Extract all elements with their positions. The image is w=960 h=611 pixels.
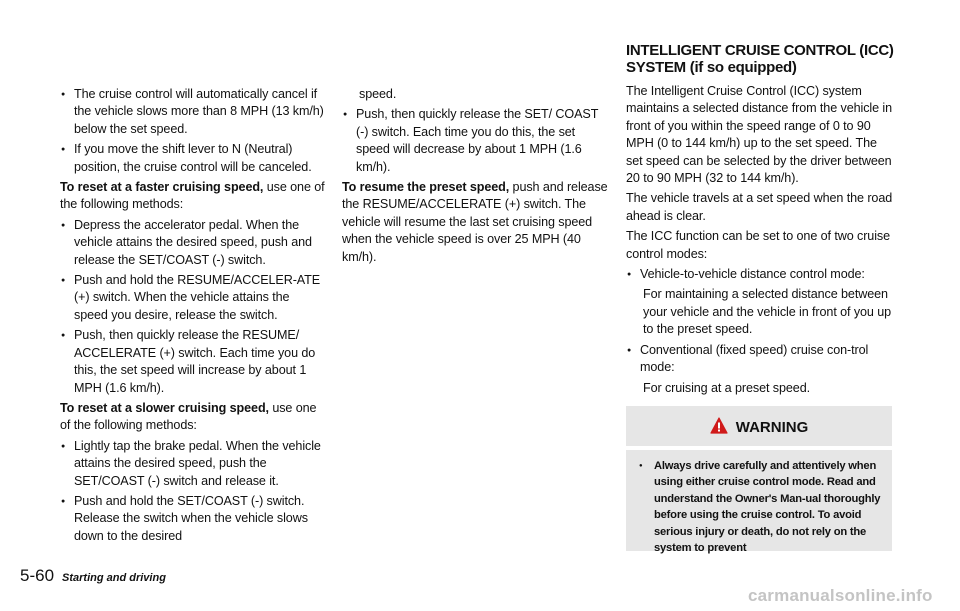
paragraph: The Intelligent Cruise Control (ICC) system maintains a selected distance from the vehicle in front of you within the speed range of 0 to 90 MPH (0 to 144 km/h) up to the set speed. The set speed can be selected by the driver between 20 to 90 MPH (32 to 144 km/h). bbox=[626, 84, 893, 186]
list-item: ● Push, then quickly release the SET/ COAST (-) switch. Each time you do this, the set speed will decrease by about 1 MPH (1.6 km/h). bbox=[342, 106, 608, 176]
page-footer bbox=[20, 566, 166, 586]
column-1 bbox=[60, 86, 326, 545]
section-label: Starting and driving bbox=[62, 572, 166, 584]
warning-heading bbox=[626, 417, 892, 438]
paragraph: To reset at a slower cruising speed, use one of the following methods: bbox=[60, 400, 317, 433]
list-item: ● Push and hold the RESUME/ACCELER-ATE (+) switch. When the vehicle attains the speed you desire, release the switch. bbox=[60, 272, 326, 324]
list-item: ● The cruise control will automatically cancel if the vehicle slows more than 8 MPH (13 km/h) below the set speed. bbox=[60, 86, 326, 138]
warning-heading-text: WARNING bbox=[735, 419, 809, 436]
paragraph: To reset at a faster cruising speed, use one of the following methods: bbox=[60, 180, 325, 212]
mode-description: For maintaining a selected distance between your vehicle and the vehicle in front of you up to the preset speed. bbox=[643, 287, 892, 337]
list-item: ● Push, then quickly release the RESUME/ ACCELERATE (+) switch. Each time you do this, the set speed will increase by about 1 MPH (1.6 km/h). bbox=[60, 327, 326, 397]
list-item: ● Depress the accelerator pedal. When the vehicle attains the desired speed, push and release the SET/COAST (-) switch. bbox=[60, 217, 326, 269]
page-number: 5-60 bbox=[20, 566, 55, 585]
list-item: ● Lightly tap the brake pedal. When the vehicle attains the desired speed, push the SET/COAST (-) switch and release it. bbox=[60, 438, 326, 490]
divider bbox=[626, 446, 892, 450]
list-item: ● If you move the shift lever to N (Neutral) position, the cruise control will be canceled. bbox=[60, 141, 326, 176]
paragraph: To resume the preset speed, push and release the RESUME/ACCELERATE (+) switch. The vehicle will resume the last set cruising speed when the vehicle speed is over 25 MPH (40 km/h). bbox=[342, 180, 608, 264]
run-in-heading: To reset at a slower cruising speed, bbox=[60, 400, 269, 415]
warning-triangle-icon bbox=[710, 417, 728, 434]
run-in-heading: To reset at a faster cruising speed, bbox=[60, 180, 264, 195]
list-item: ● Conventional (fixed speed) cruise con-trol mode: bbox=[626, 342, 894, 377]
list-item: ● Always drive carefully and attentively when using either cruise control mode. Read and understand the Owner's Man-ual thoroughly before using the cruise control. To avoid serious injury or death, do not rely on the system to prevent bbox=[638, 458, 886, 556]
watermark: carmanualsonline.info bbox=[748, 586, 933, 605]
column-3 bbox=[626, 83, 894, 397]
warning-text bbox=[638, 458, 886, 556]
run-in-heading: To resume the preset speed, bbox=[342, 180, 510, 195]
mode-description: For cruising at a preset speed. bbox=[643, 380, 811, 395]
column-2 bbox=[342, 86, 608, 266]
paragraph: The ICC function can be set to one of two cruise control modes: bbox=[626, 229, 891, 261]
warning-box bbox=[626, 406, 892, 555]
continued-text: speed. bbox=[359, 87, 397, 101]
section-title: INTELLIGENT CRUISE CONTROL (ICC) SYSTEM (if so equipped) bbox=[626, 42, 894, 76]
list-item: ● Vehicle-to-vehicle distance control mode: bbox=[626, 266, 894, 283]
paragraph: The vehicle travels at a set speed when the road ahead is clear. bbox=[626, 191, 893, 223]
list-item: ● Push and hold the SET/COAST (-) switch. Release the switch when the vehicle slows down to the desired bbox=[60, 493, 326, 545]
